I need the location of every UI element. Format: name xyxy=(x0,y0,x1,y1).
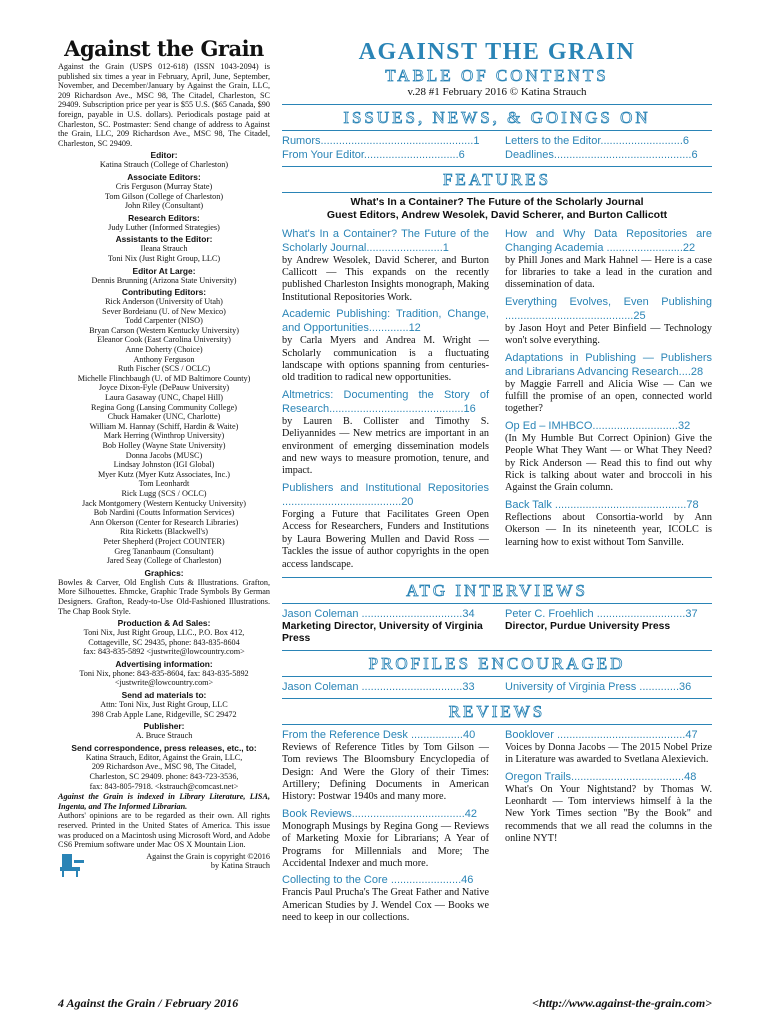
list-line: Bob Nardini (Coutts Information Services) xyxy=(93,508,235,518)
toc-entry-title[interactable]: From the Reference Desk .................40 xyxy=(282,728,476,741)
feature-entry xyxy=(282,227,489,305)
issues-cell xyxy=(505,134,712,148)
issues-cell xyxy=(505,148,712,162)
list-line: Joyce Dixon-Fyle (DePauw University) xyxy=(98,383,230,393)
list-line: Toni Nix, Just Right Group, LLC., P.O. Box 412, xyxy=(83,628,245,638)
issues-row xyxy=(282,134,712,148)
toc-entry-desc: Voices by Donna Jacobs — The 2015 Nobel Prize in Literature was awarded to Svetlana Alexievich. xyxy=(505,741,712,766)
issues-heading: ISSUES, NEWS, & GOINGS ON xyxy=(343,108,651,127)
sendad-list xyxy=(58,700,270,719)
large-heading: Editor At Large: xyxy=(132,265,196,276)
interviews-columns xyxy=(282,607,712,646)
assistants-list xyxy=(58,244,270,263)
disclaimer: Authors' opinions are to be regarded as their own. All rights reserved. Printed in the United States of America. This issue was produced on a Macintosh using Microsoft Word, and Adobe CS6 Premium software under Mac OS X Mountain Lion. xyxy=(58,811,270,850)
feature-entry xyxy=(505,498,712,549)
list-line: fax: 843-835-5892 <justwrite@lowcountry.com> xyxy=(83,647,245,657)
research-heading: Research Editors: xyxy=(128,212,200,223)
list-line: Tom Leonhardt xyxy=(138,479,190,489)
copyright-block xyxy=(58,852,270,878)
reviews-right-col xyxy=(505,728,712,928)
toc-column xyxy=(282,40,712,928)
toc-entry-title[interactable]: Booklover ..........................................47 xyxy=(505,728,698,741)
list-line: 209 Richardson Ave., MSC 98, The Citadel, xyxy=(91,762,237,772)
feature-entry xyxy=(505,351,712,416)
production-heading: Production & Ad Sales: xyxy=(117,618,211,629)
toc-entry-title[interactable]: Publishers and Institutional Repositories .......................................20 xyxy=(282,481,489,508)
list-line: Charleston, SC 29409. phone: 843-723-3536, xyxy=(89,772,239,782)
list-line: Katina Strauch, Editor, Against the Grain, LLC, xyxy=(85,752,243,762)
list-line: Against the Grain is copyright ©2016 xyxy=(146,851,270,861)
divider xyxy=(282,577,712,578)
production-list xyxy=(58,628,270,657)
list-line: Michelle Flinchbaugh (U. of MD Baltimore County) xyxy=(77,373,251,383)
list-line: Cottageville, SC 29435, phone: 843-835-8604 xyxy=(88,637,240,647)
list-line: William M. Hannay (Schiff, Hardin & Waite) xyxy=(89,421,239,431)
issues-cell xyxy=(282,148,489,162)
sendad-heading: Send ad materials to: xyxy=(121,690,207,701)
list-line: Toni Nix (Just Right Group, LLC) xyxy=(107,253,221,263)
research-list xyxy=(58,223,270,233)
list-line: Jared Seay (College of Charleston) xyxy=(106,556,222,566)
list-line: Bob Holley (Wayne State University) xyxy=(102,441,226,450)
divider xyxy=(282,676,712,677)
feature-entry xyxy=(505,227,712,292)
features-heading: FEATURES xyxy=(442,170,552,189)
issues-cell xyxy=(282,134,489,148)
features-left-col xyxy=(282,227,489,574)
list-line: John Riley (Consultant) xyxy=(124,201,204,211)
divider xyxy=(282,724,712,725)
issues-rows xyxy=(282,134,712,162)
interview-entry xyxy=(282,607,489,646)
reviews-left-col xyxy=(282,728,489,928)
divider xyxy=(282,104,712,105)
toc-entry-title[interactable]: Oregon Trails.....................................48 xyxy=(505,770,697,783)
divider xyxy=(282,166,712,167)
interview-entry xyxy=(505,607,712,646)
profiles-columns xyxy=(282,680,712,694)
list-line: Attn: Toni Nix, Just Right Group, LLC xyxy=(100,700,228,710)
issues-row xyxy=(282,148,712,162)
publisher-heading: Publisher: xyxy=(143,721,185,732)
sendcorr-list xyxy=(58,753,270,791)
toc-entry-title[interactable]: Jason Coleman .................................33 xyxy=(282,680,475,693)
toc-entry-title[interactable]: Back Talk ...........................................78 xyxy=(505,498,699,511)
assistants-heading: Assistants to the Editor: xyxy=(115,234,213,245)
toc-entry-title[interactable]: Everything Evolves, Even Publishing ..........................................25 xyxy=(505,295,712,322)
toc-entry-desc: Forging a Future that Facilitates Green Open Access for Researchers, Funders and Institutions by Laura Bowering Mullen and David Ross — Tackles the issue of author copyrights in the open access landscape. xyxy=(282,508,489,570)
list-line: Donna Jacobs (MUSC) xyxy=(125,450,203,460)
toc-entry-title[interactable]: University of Virginia Press .............36 xyxy=(505,680,692,693)
large-list xyxy=(58,276,270,286)
list-line: Bryan Carson (Western Kentucky University) xyxy=(89,325,239,335)
profile-entry xyxy=(505,680,712,694)
feature-entry xyxy=(282,307,489,385)
toc-entry-desc: by Maggie Farrell and Alicia Wise — Can we fulfill the promise of an open, connected world together? xyxy=(505,378,712,415)
toc-entry-desc: Marketing Director, University of Virginia Press xyxy=(282,620,483,645)
profile-entry xyxy=(282,680,489,694)
features-right-col xyxy=(505,227,712,574)
feature-entry xyxy=(282,388,489,478)
divider xyxy=(282,603,712,604)
list-line: Eleanor Cook (East Carolina University) xyxy=(97,335,231,345)
toc-entry-title[interactable]: Rumors..................................................1 xyxy=(282,135,480,147)
toc-entry-title[interactable]: Academic Publishing: Tradition, Change, and Opportunities.............12 xyxy=(282,308,489,335)
graphics-heading: Graphics: xyxy=(144,567,184,578)
divider xyxy=(282,130,712,131)
list-line: Tom Gilson (College of Charleston) xyxy=(104,191,224,201)
list-line: Ileana Strauch xyxy=(140,244,188,254)
adinfo-heading: Advertising information: xyxy=(115,658,213,669)
list-line: Judy Luther (Informed Strategies) xyxy=(108,222,220,232)
features-subtitle xyxy=(282,196,712,222)
list-line: 398 Crab Apple Lane, Ridgeville, SC 29472 xyxy=(91,709,237,719)
list-line: fax: 843-805-7918. <kstrauch@comcast.net> xyxy=(89,781,239,791)
toc-entry-desc: by Phill Jones and Mark Hahnel — Here is a case for libraries to take a lead in the curation and dissemination of data. xyxy=(505,254,712,291)
toc-entry-title[interactable]: Op Ed – IMHBCO............................32 xyxy=(505,419,691,432)
review-entry xyxy=(282,807,489,871)
toc-entry-desc: by Lauren B. Collister and Timothy S. Deliyannides — New metrics are important in an environment of emerging dissemination models and new ways to measure promotion, tenure, and impact. xyxy=(282,415,489,477)
toc-heading: TABLE OF CONTENTS xyxy=(385,66,609,85)
footer-page-label: 4 Against the Grain / February 2016 xyxy=(58,996,239,1010)
contributing-heading: Contributing Editors: xyxy=(121,287,207,298)
feature-entry xyxy=(505,295,712,348)
list-line: Mark Herring (Winthrop University) xyxy=(103,431,225,441)
interviews-heading: ATG INTERVIEWS xyxy=(406,580,588,600)
review-entry xyxy=(282,873,489,924)
list-line: A. Bruce Strauch xyxy=(135,731,193,741)
editor-heading: Editor: xyxy=(150,150,178,161)
toc-entry-desc: Reviews of Reference Titles by Tom Gilson — Tom reviews The Bloomsbury Encyclopedia of Design: And Were the Glory of their Times: Artillery; Defining Documents in American History: Postwar 1940s and many more. xyxy=(282,741,489,803)
toc-entry-desc: What's On Your Nightstand? by Thomas W. Leonhardt — Tom interviews himself à la the New York Times section "By the Book" and recommends that we all read the columns in the online NYT! xyxy=(505,783,712,845)
list-line: What's In a Container? The Future of the Scholarly Journal xyxy=(350,196,644,208)
list-line: Laura Gasaway (UNC, Chapel Hill) xyxy=(105,393,223,403)
toc-entry-title[interactable]: Jason Coleman .................................34 xyxy=(282,607,475,620)
list-line: Guest Editors, Andrew Wesolek, David Scherer, and Burton Callicott xyxy=(326,208,668,221)
feature-entry xyxy=(505,419,712,495)
divider xyxy=(282,192,712,193)
toc-entry-desc: Monograph Musings by Regina Gong — Reviews of Marketing Moxie for Librarians; A Year of Programs for Millennials and More; The Accidental Indexer and much more. xyxy=(282,820,489,869)
list-line: Anne Doherty (Choice) xyxy=(125,345,203,355)
footer-url[interactable]: <http://www.against-the-grain.com> xyxy=(532,996,712,1010)
toc-entry-desc: Francis Paul Prucha's The Great Father and Native American Studies by J. Wendel Cox — Books we need to keep in our collections. xyxy=(282,887,489,924)
list-line: Ruth Fischer (SCS / OCLC) xyxy=(117,364,211,374)
review-entry xyxy=(505,728,712,767)
toc-entry-title[interactable]: Book Reviews.....................................42 xyxy=(282,807,478,820)
toc-entry-title[interactable]: Altmetrics: Documenting the Story of Research............................................16 xyxy=(282,388,489,415)
feature-entry xyxy=(282,481,489,571)
divider xyxy=(282,650,712,651)
toc-entry-title[interactable]: Deadlines.............................................6 xyxy=(505,149,698,161)
list-line: Cris Ferguson (Murray State) xyxy=(115,181,213,191)
toc-entry-title[interactable]: Peter C. Froehlich .............................37 xyxy=(505,607,698,620)
list-line: Myer Kutz (Myer Kutz Associates, Inc.) xyxy=(97,469,231,479)
toc-entry-desc: (In My Humble But Correct Opinion) Give the People What They Want — or What They Need? by Rick Anderson — Read this to find out why Rick is talking about water and broccoli in his Against the Grain column. xyxy=(505,432,712,494)
associate-list xyxy=(58,182,270,211)
list-line: Rick Lugg (SCS / OCLC) xyxy=(121,488,207,498)
list-line: <justwrite@lowcountry.com> xyxy=(114,678,214,688)
list-line: Sever Bordeianu (U. of New Mexico) xyxy=(102,306,226,316)
review-entry xyxy=(282,728,489,804)
review-entry xyxy=(505,770,712,846)
toc-entry-desc: Director, Purdue University Press xyxy=(505,620,671,632)
reviews-columns xyxy=(282,728,712,928)
masthead-logo: Against the Grain xyxy=(64,36,264,61)
toc-entry-title[interactable]: From Your Editor...............................6 xyxy=(282,149,465,161)
list-line: Anthony Ferguson xyxy=(133,354,195,364)
page-title: AGAINST THE GRAIN xyxy=(358,39,636,65)
list-line: by Katina Strauch xyxy=(210,861,270,871)
list-line: Peter Shepherd (Project COUNTER) xyxy=(103,536,225,546)
toc-entry-desc: by Jason Hoyt and Peter Binfield — Technology won't solve everything. xyxy=(505,322,712,347)
list-line: Ann Okerson (Center for Research Libraries) xyxy=(89,517,239,527)
list-line: Chuck Hamaker (UNC, Charlotte) xyxy=(107,412,221,422)
list-line: Rita Ricketts (Blackwell's) xyxy=(120,527,208,537)
chair-icon xyxy=(58,852,86,878)
toc-entry-title[interactable]: What's In a Container? The Future of the Scholarly Journal.........................1 xyxy=(282,227,489,254)
toc-entry-title[interactable]: Adaptations in Publishing — Publishers and Librarians Advancing Research....28 xyxy=(505,351,712,378)
toc-entry-desc: by Carla Myers and Andrea M. Wright — Scholarly communication is a fluctuating landscape with options spanning from centuries-old tradition to radical new opportunities. xyxy=(282,335,489,384)
associate-heading: Associate Editors: xyxy=(127,171,201,182)
toc-entry-title[interactable]: Letters to the Editor...........................6 xyxy=(505,135,690,147)
list-line: Greg Tananbaum (Consultant) xyxy=(114,546,214,556)
list-line: Dennis Brunning (Arizona State University) xyxy=(91,275,237,285)
list-line: Toni Nix, phone: 843-835-8604, fax: 843-835-5892 xyxy=(79,668,249,678)
toc-entry-desc: Reflections about Consortia-world by Ann Okerson — In its nineteenth year, ICOLC is learning how to exist without Tom Sanville. xyxy=(505,511,712,548)
toc-entry-title[interactable]: How and Why Data Repositories are Changing Academia .........................22 xyxy=(505,227,712,254)
editor-name: Katina Strauch (College of Charleston) xyxy=(99,160,229,170)
features-columns xyxy=(282,227,712,574)
indexed-note: Against the Grain is indexed in Library Literature, LISA, Ingenta, and The Informed Librarian. xyxy=(58,792,270,811)
list-line: Rick Anderson (University of Utah) xyxy=(105,297,223,307)
reviews-heading: REVIEWS xyxy=(448,701,546,721)
issue-line: v.28 #1 February 2016 © Katina Strauch xyxy=(407,86,587,98)
list-line: Regina Gong (Lansing Community College) xyxy=(91,402,237,412)
list-line: Lindsay Johnston (IGI Global) xyxy=(113,460,215,470)
profiles-heading: PROFILES ENCOURAGED xyxy=(368,653,626,673)
graphics-text: Bowles & Carver, Old English Cuts & Illustrations. Grafton, More Silhouettes. Ehmcke, Graphic Trade Symbols By German Designers. Grafton, Ready-to-Use Old-Fashioned Illustrations. The Chap Book Style. xyxy=(58,577,270,616)
sendcorr-heading: Send correspondence, press releases, etc., to: xyxy=(71,742,257,753)
toc-entry-desc: by Andrew Wesolek, David Scherer, and Burton Callicott — This expands on the recently published Charleston Insights monograph, Making Institutional Repositories Work. xyxy=(282,254,489,303)
masthead-column xyxy=(58,38,270,878)
contributing-list xyxy=(58,297,270,566)
list-line: Jack Montgomery (Western Kentucky University) xyxy=(82,498,246,508)
publication-info: Against the Grain (USPS 012-618) (ISSN 1043-2094) is published six times a year in February, April, June, September, November, and December/January by Against the Grain, LLC, 209 Richardson Ave., MSC 98, The Citadel, Charleston, SC 29409. Subscription price per year is $55 U.S. ($65 Canada, $90 foreign, payable in U.S. dollars). Periodicals postage paid at Charleston, SC. Postmaster: Send change of address to Against the Grain, LLC, 209 Richardson Ave., MSC 98, The Citadel, Charleston, SC 29409. xyxy=(58,62,270,148)
copyright-text xyxy=(90,852,270,871)
adinfo-list xyxy=(58,669,270,688)
toc-entry-title[interactable]: Collecting to the Core .......................46 xyxy=(282,874,474,887)
list-line: Todd Carpenter (NISO) xyxy=(125,316,203,326)
divider xyxy=(282,698,712,699)
publisher-list xyxy=(58,731,270,741)
